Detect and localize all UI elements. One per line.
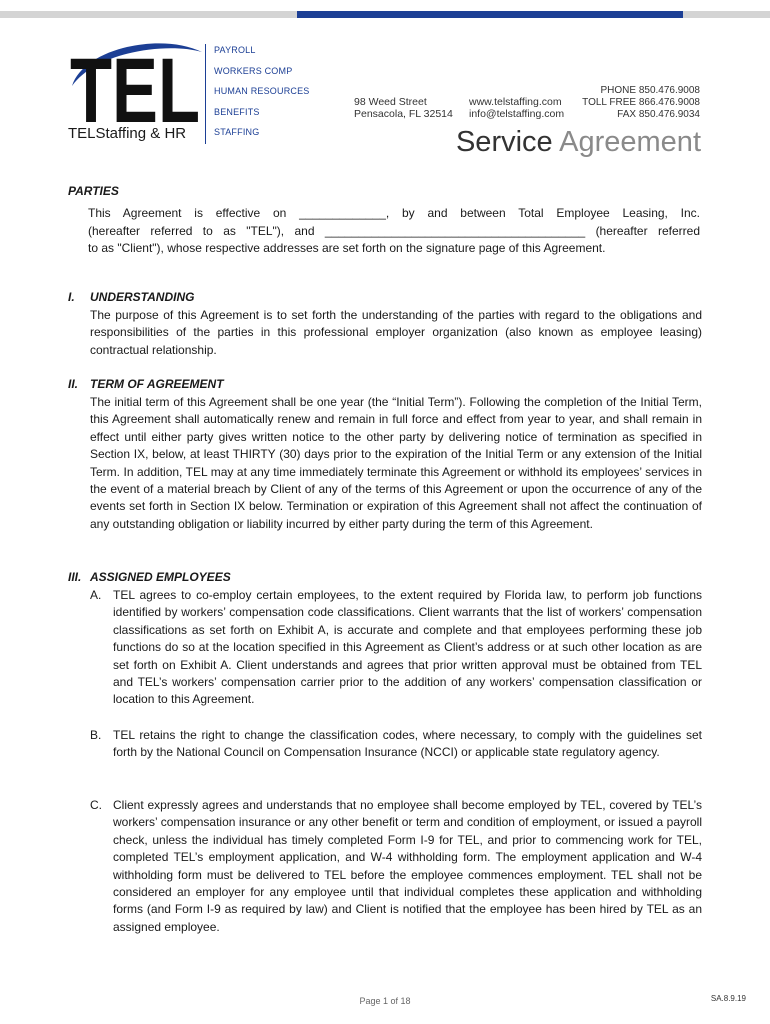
address-street: 98 Weed Street <box>354 96 427 108</box>
title-agreement: Agreement <box>559 126 701 158</box>
subsection-text: Client expressly agrees and understands that no employee shall become employed by TEL, covered by TEL’s workers’ compensation insurance or any other benefit or term and condition of employment, or issued a payroll check, unless the individual has timely completed Form I-9 for TEL, and prior to commencing work for TEL, completed TEL’s employment application, and W-4 withholding form. The employment application and W-4 withholding form must be delivered to TEL before the employee commences employment. TEL shall not be considered an employer for any employee until that individual completes these application and withholding forms (and Form I-9 as required by law) and Client is notified that the employee has been hired by TEL as an assigned employee. <box>113 798 702 934</box>
service-item: PAYROLL <box>214 45 256 55</box>
document-title <box>456 126 701 159</box>
section-heading <box>68 377 702 394</box>
service-item: WORKERS COMP <box>214 65 293 76</box>
document-code: SA.8.9.19 <box>710 994 746 1003</box>
services-list <box>214 45 310 148</box>
section-number: III. <box>68 570 82 584</box>
service-item: BENEFITS <box>214 106 260 117</box>
parties-line: to as "Client"), whose respective addresses are set forth on the signature page of this Agreement. <box>88 241 606 255</box>
toll-free-number: TOLL FREE 866.476.9008 <box>582 97 700 108</box>
section-title: ASSIGNED EMPLOYEES <box>90 570 231 584</box>
subsection-letter: B. <box>90 728 102 742</box>
subsection-text: TEL agrees to co-employ certain employees, to the extent required by Florida law, to perform job functions identified by workers’ compensation code classifications. Client warrants that the list of workers’ compensation classifications as set forth on Exhibit A, is accurate and complete and that employees performing these job functions do so at the location specified in this Agreement as Client’s address or at such other location as are set forth on Exhibit A. Client understands and agrees that prior written approval must be obtained from TEL and TEL’s workers’ compensation carrier prior to the addition of any workers’ compensation classification or location to this Agreement. <box>113 588 702 707</box>
company-phones <box>582 85 700 121</box>
logo-divider <box>205 44 206 144</box>
company-address <box>354 96 453 120</box>
section-title: UNDERSTANDING <box>90 290 195 304</box>
section-body: The purpose of this Agreement is to set forth the understanding of the parties with regard to the obligations and responsibilities of the parties in this professional employer organization (also known as employee leasing) contractual relationship. <box>90 308 702 357</box>
section-understanding <box>68 290 702 359</box>
section-number: II. <box>68 377 79 391</box>
subsection-b <box>90 727 702 762</box>
subsection-letter: A. <box>90 588 102 602</box>
parties-line: (hereafter referred to as "TEL"), and _______________________________________ (hereafter referred <box>88 223 700 238</box>
fax-number: FAX 850.476.9034 <box>617 109 700 120</box>
subsection-c <box>90 797 702 936</box>
service-item: HUMAN RESOURCES <box>214 86 310 97</box>
section-number: I. <box>68 290 75 304</box>
email-link[interactable]: info@telstaffing.com <box>469 108 565 120</box>
parties-line: This Agreement is effective on _____________, by and between Total Employee Leasing, Inc. <box>88 206 700 220</box>
section-heading <box>68 290 702 307</box>
top-rule-accent <box>297 11 683 18</box>
logo-lettering: TEL <box>70 40 200 128</box>
section-term <box>68 377 702 533</box>
brand-name: TELStaffing & HR <box>68 125 187 142</box>
website-link[interactable]: www.telstaffing.com <box>469 96 562 108</box>
section-heading <box>68 570 702 587</box>
address-city: Pensacola, FL 32514 <box>354 108 453 120</box>
section-body: The initial term of this Agreement shall be one year (the “Initial Term”). Following the completion of the Initial Term, this Agreement shall automatically renew and remain in full force and effect from year to year, and shall remain in effect until either party gives written notice to the other party by delivering notice of termination as specified in Section IX, below, at least THIRTY (30) days prior to the expiration of the Initial Term or any extension of the Initial Term. In addition, TEL may at any time immediately terminate this Agreement or withhold its employees’ services in the event of a material breach by Client of any of the terms of this Agreement or upon the occurrence of any of the events set forth in Section IX below. Termination or expiration of this Agreement shall not affect the continuation of any outstanding obligation or liability incurred by either party during the term of this Agreement. <box>90 395 702 531</box>
service-item: STAFFING <box>214 127 260 138</box>
section-assigned-employees <box>68 570 702 587</box>
parties-paragraph <box>88 205 700 258</box>
subsection-text: TEL retains the right to change the classification codes, where necessary, to comply with the guidelines set forth by the National Council on Compensation Insurance (NCCI) or applicable state regulatory agency. <box>113 728 702 760</box>
company-web <box>469 96 564 120</box>
subsection-a <box>90 587 702 709</box>
parties-heading: PARTIES <box>68 184 119 198</box>
section-title: TERM OF AGREEMENT <box>90 377 224 391</box>
phone-number: PHONE 850.476.9008 <box>600 85 700 96</box>
title-service: Service <box>455 126 553 158</box>
subsection-letter: C. <box>90 798 102 812</box>
page-number: Page 1 of 18 <box>359 996 411 1006</box>
